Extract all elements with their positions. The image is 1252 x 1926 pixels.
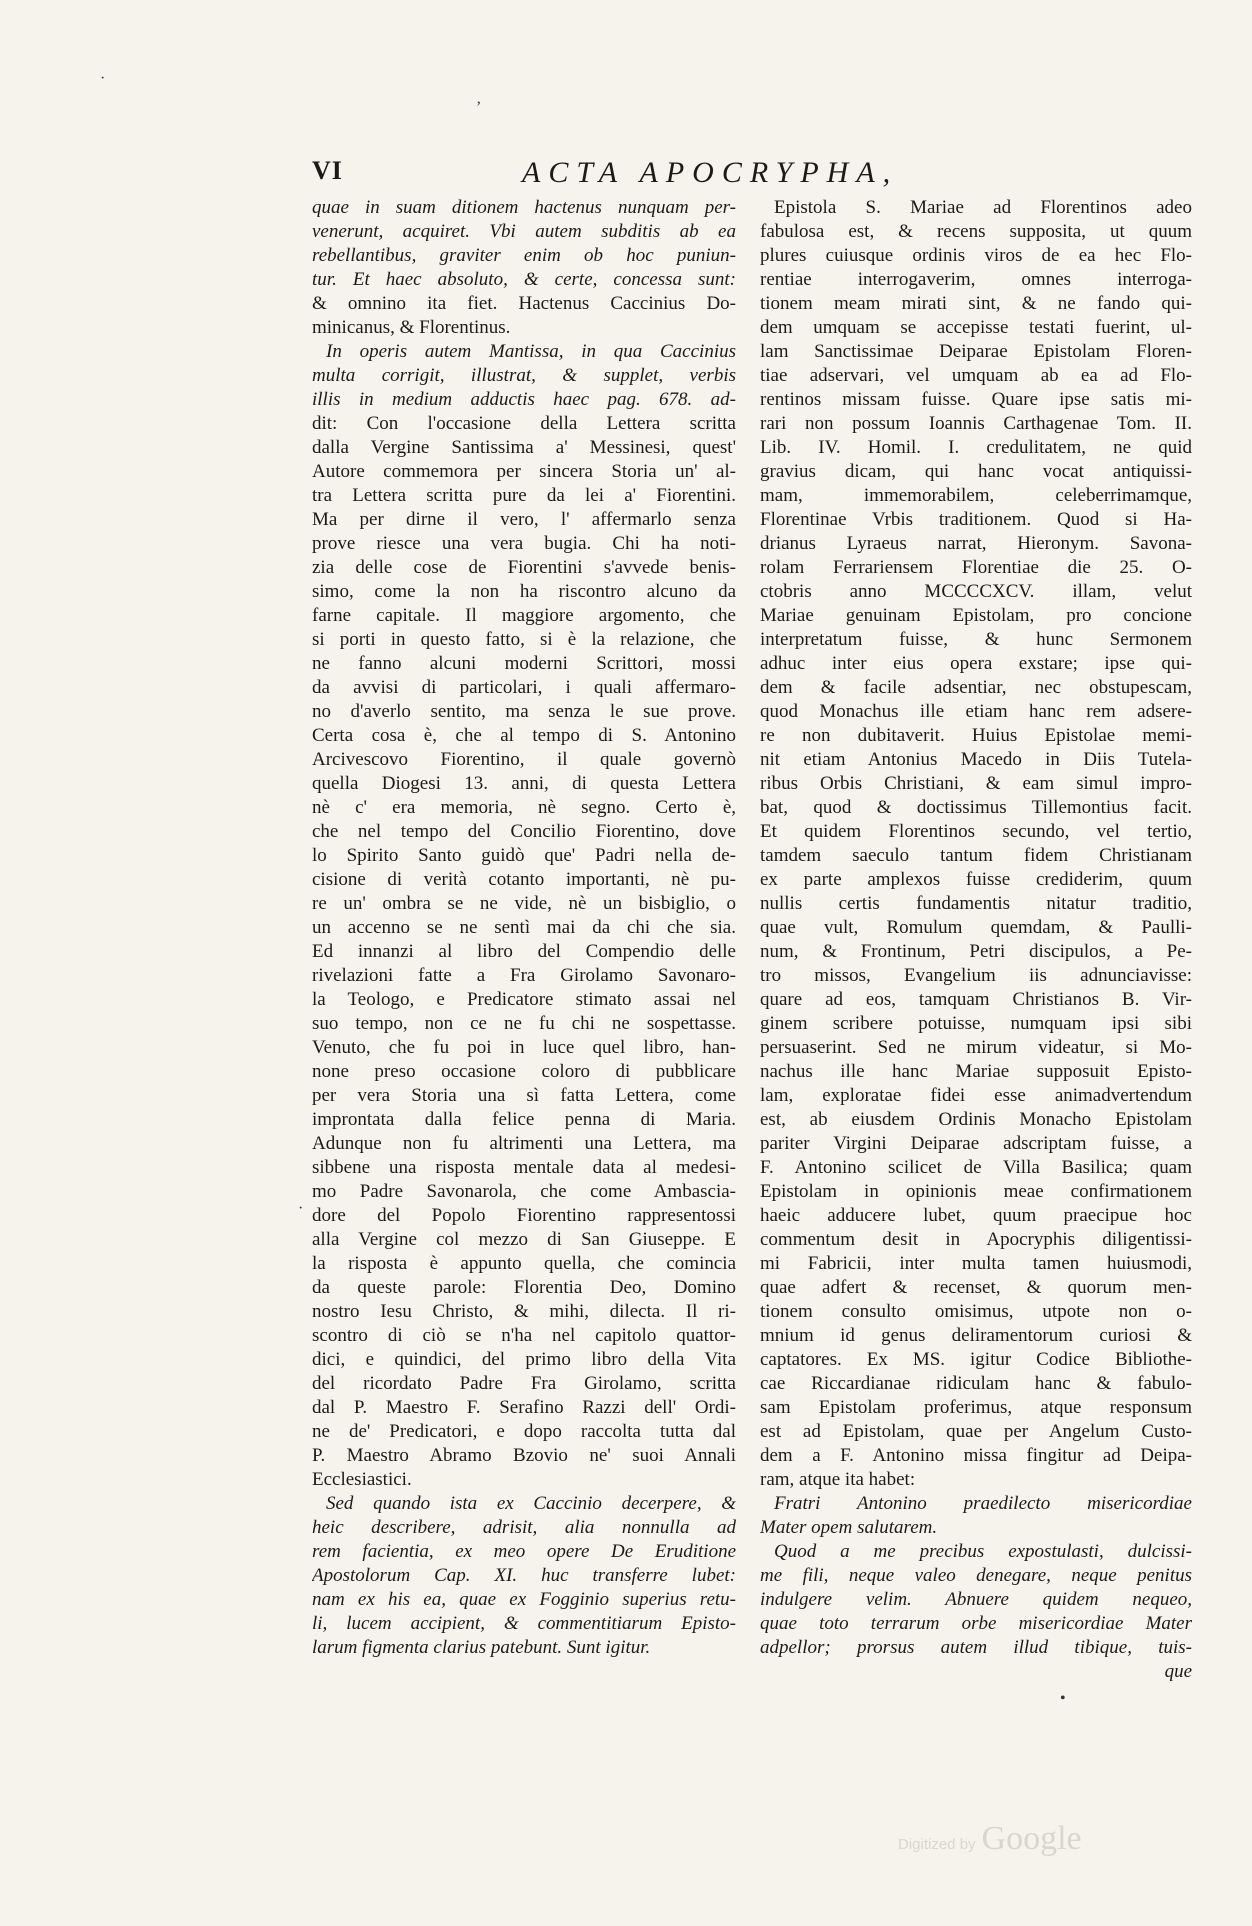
text-line: Epistolam in opinionis meae confirmationem — [760, 1181, 1192, 1202]
text-line: bat, quod & doctissimus Tillemontius facit. — [760, 797, 1192, 818]
text-line: improntata dalla felice penna di Maria. — [312, 1109, 736, 1130]
text-line: dalla Vergine Santissima a' Messinesi, quest' — [312, 437, 736, 458]
text-line: suo tempo, non ce ne fu chi ne sospettasse. — [312, 1013, 736, 1034]
text-line: scontro di ciò se n'ha nel capitolo quattor- — [312, 1325, 736, 1346]
text-line: rentiae interrogaverim, omnes interroga- — [760, 269, 1192, 290]
text-line: tra Lettera scritta pure da lei a' Fiorentini. — [312, 485, 736, 506]
text-line: fabulosa est, & recens supposita, ut quum — [760, 221, 1192, 242]
text-line: est, ab eiusdem Ordinis Monacho Epistolam — [760, 1109, 1192, 1130]
text-line: ne fanno alcuni moderni Scrittori, mossi — [312, 653, 736, 674]
text-line: Ecclesiastici. — [312, 1469, 412, 1490]
running-title: ACTA APOCRYPHA, — [522, 156, 899, 189]
text-line: me fili, neque valeo denegare, neque penitus — [760, 1565, 1192, 1586]
text-line: ne de' Predicatori, e dopo raccolta tutta dal — [312, 1421, 736, 1442]
right-text-column — [760, 196, 1192, 1684]
text-line: sibbene una risposta mentale data al medesi- — [312, 1157, 736, 1178]
text-line: & omnino ita fiet. Hactenus Caccinius Do- — [312, 293, 736, 314]
text-line: Quod a me precibus expostulasti, dulcissi- — [774, 1541, 1192, 1562]
text-line: quae in suam ditionem hactenus nunquam per- — [312, 197, 736, 218]
text-line: simo, come la non ha riscontro alcuno da — [312, 581, 736, 602]
text-line: illis in medium adductis haec pag. 678. ad- — [312, 389, 736, 410]
digitization-watermark — [898, 1820, 1082, 1858]
text-line: Apostolorum Cap. XI. huc transferre lubet: — [312, 1565, 736, 1586]
text-line: Arcivescovo Fiorentino, il quale governò — [312, 749, 736, 770]
text-line: rari non possum Ioannis Carthagenae Tom. II. — [760, 413, 1192, 434]
text-line: re non dubitaverit. Huius Epistolae memi- — [760, 725, 1192, 746]
text-line: minicanus, & Florentinus. — [312, 317, 511, 338]
text-line: si porti in questo fatto, si è la relazione, che — [312, 629, 736, 650]
speck-mark: · — [100, 70, 106, 87]
text-line: rebellantibus, graviter enim ob hoc puniun- — [312, 245, 736, 266]
text-line: Sed quando ista ex Caccinio decerpere, & — [326, 1493, 736, 1514]
text-line: Et quidem Florentinos secundo, vel tertio, — [760, 821, 1192, 842]
text-line: nè c' era memoria, nè segno. Certo è, — [312, 797, 736, 818]
text-line: venerunt, acquiret. Vbi autem subditis ab ea — [312, 221, 736, 242]
text-line: Venuto, che fu poi in luce quel libro, han- — [312, 1037, 736, 1058]
text-line: rolam Ferrariensem Florentiae die 25. O- — [760, 557, 1192, 578]
text-line: farne capitale. Il maggiore argomento, che — [312, 605, 736, 626]
text-line: nam ex his ea, quae ex Fogginio superius retu- — [312, 1589, 736, 1610]
text-line: Lib. IV. Homil. I. credulitatem, ne quid — [760, 437, 1192, 458]
text-line: un accenno se ne sentì mai da chi che sia. — [312, 917, 736, 938]
text-line: haeic adducere lubet, quum praecipue hoc — [760, 1205, 1192, 1226]
text-line: gravius dicam, qui hanc vocat antiquissi- — [760, 461, 1192, 482]
speck-mark: · — [298, 1200, 304, 1217]
text-line: est ad Epistolam, quae per Angelum Custo- — [760, 1421, 1192, 1442]
text-line: dore del Popolo Fiorentino rappresentossi — [312, 1205, 736, 1226]
text-line: que — [1164, 1661, 1192, 1682]
text-line: dit: Con l'occasione della Lettera scritta — [312, 413, 736, 434]
text-line: Ed innanzi al libro del Compendio delle — [312, 941, 736, 962]
text-line: pariter Virgini Deiparae adscriptam fuisse, a — [760, 1133, 1192, 1154]
text-line: quae adfert & recenset, & quorum men- — [760, 1277, 1192, 1298]
text-line: da avvisi di particolari, i quali affermaro- — [312, 677, 736, 698]
text-line: li, lucem accipient, & commentitiarum Episto- — [312, 1613, 736, 1634]
text-line: rivelazioni fatte a Fra Girolamo Savonaro- — [312, 965, 736, 986]
text-line: Ma per dirne il vero, l' affermarlo senza — [312, 509, 736, 530]
text-line: sam Epistolam proferimus, atque responsum — [760, 1397, 1192, 1418]
text-line: Epistola S. Mariae ad Florentinos adeo — [774, 197, 1192, 218]
text-line: none preso occasione coloro di pubblicare — [312, 1061, 736, 1082]
text-line: quare ad eos, tamquam Christianos B. Vir- — [760, 989, 1192, 1010]
text-line: Mater opem salutarem. — [760, 1517, 938, 1538]
text-line: Florentinae Vrbis traditionem. Quod si Ha- — [760, 509, 1192, 530]
text-line: Adunque non fu altrimenti una Lettera, ma — [312, 1133, 736, 1154]
text-line: quod Monachus ille etiam hanc rem adsere- — [760, 701, 1192, 722]
text-line: nachus ille hanc Mariae supposuit Episto- — [760, 1061, 1192, 1082]
text-line: ex parte amplexos fuisse crediderim, quum — [760, 869, 1192, 890]
text-line: Fratri Antonino praedilecto misericordiae — [774, 1493, 1192, 1514]
text-line: dal P. Maestro F. Serafino Razzi dell' Ordi- — [312, 1397, 736, 1418]
text-line: lam Sanctissimae Deiparae Epistolam Floren- — [760, 341, 1192, 362]
text-line: larum figmenta clarius patebunt. Sunt igitur. — [312, 1637, 651, 1658]
text-line: num, & Frontinum, Petri discipulos, a Pe- — [760, 941, 1192, 962]
text-line: dem a F. Antonino missa fingitur ad Deipa- — [760, 1445, 1192, 1466]
text-line: dem & facile adsentiar, nec obstupescam, — [760, 677, 1192, 698]
text-line: drianus Lyraeus narrat, Hieronym. Savona- — [760, 533, 1192, 554]
text-line: nostro Iesu Christo, & mihi, dilecta. Il ri- — [312, 1301, 736, 1322]
text-line: zia delle cose de Fiorentini s'avvede benis- — [312, 557, 736, 578]
text-line: tro missos, Evangelium iis adnunciavisse: — [760, 965, 1192, 986]
text-line: quae toto terrarum orbe misericordiae Mater — [760, 1613, 1192, 1634]
text-line: rem facientia, ex meo opere De Eruditione — [312, 1541, 736, 1562]
text-line: mnium id genus deliramentorum curiosi & — [760, 1325, 1192, 1346]
text-line: tur. Et haec absoluto, & certe, concessa sunt: — [312, 269, 736, 290]
text-line: multa corrigit, illustrat, & supplet, verbis — [312, 365, 736, 386]
text-line: F. Antonino scilicet de Villa Basilica; quam — [760, 1157, 1192, 1178]
text-line: indulgere velim. Abnuere quidem nequeo, — [760, 1589, 1192, 1610]
text-line: ribus Orbis Christiani, & eam simul impro- — [760, 773, 1192, 794]
text-line: P. Maestro Abramo Bzovio ne' suoi Annali — [312, 1445, 736, 1466]
watermark-brand: Google — [981, 1820, 1082, 1857]
text-line: cisione di verità cotanto importanti, nè pu- — [312, 869, 736, 890]
text-line: interpretatum fuisse, & hunc Sermonem — [760, 629, 1192, 650]
text-line: rentinos missam fuisse. Quare ipse satis mi- — [760, 389, 1192, 410]
text-line: mam, immemorabilem, celeberrimamque, — [760, 485, 1192, 506]
text-line: la Teologo, e Predicatore stimato assai nel — [312, 989, 736, 1010]
text-line: Certa cosa è, che al tempo di S. Antonino — [312, 725, 736, 746]
text-line: quella Diogesi 13. anni, di questa Lettera — [312, 773, 736, 794]
text-line: lam, exploratae fidei esse animadvertendum — [760, 1085, 1192, 1106]
text-line: nullis certis fundamentis nitatur traditio, — [760, 893, 1192, 914]
text-line: persuaserint. Sed ne mirum videatur, si Mo- — [760, 1037, 1192, 1058]
text-line: mo Padre Savonarola, che come Ambascia- — [312, 1181, 736, 1202]
text-line: tamdem saeculo tantum fidem Christianam — [760, 845, 1192, 866]
text-line: quae vult, Romulum quemdam, & Paulli- — [760, 917, 1192, 938]
text-line: la risposta è appunto quella, che comincia — [312, 1253, 736, 1274]
text-line: re un' ombra se ne vide, nè un bisbiglio, o — [312, 893, 736, 914]
text-line: del ricordato Padre Fra Girolamo, scritta — [312, 1373, 736, 1394]
text-line: heic describere, adrisit, alia nonnulla ad — [312, 1517, 736, 1538]
speck-mark: ‚ — [476, 90, 482, 107]
text-line: ginem scribere potuisse, numquam ipsi sibi — [760, 1013, 1192, 1034]
text-line: tionem meam mirati sint, & ne fando qui- — [760, 293, 1192, 314]
text-line: ram, atque ita habet: — [760, 1469, 916, 1490]
text-line: no d'averlo sentito, ma senza le sue prove. — [312, 701, 736, 722]
page-header — [312, 156, 1192, 196]
text-line: dem umquam se accepisse testati fuerint, ul- — [760, 317, 1192, 338]
text-line: mi Fabricii, inter multa tamen huiusmodi, — [760, 1253, 1192, 1274]
text-line: prove riesce una vera bugia. Chi ha noti- — [312, 533, 736, 554]
text-line: cae Riccardianae ridiculam hanc & fabulo- — [760, 1373, 1192, 1394]
text-line: Mariae genuinam Epistolam, pro concione — [760, 605, 1192, 626]
text-line: ctobris anno MCCCCXCV. illam, velut — [760, 581, 1192, 602]
text-line: plures cuiusque ordinis viros de ea hec Flo- — [760, 245, 1192, 266]
text-line: adhuc inter eius opera exstare; ipse qui- — [760, 653, 1192, 674]
text-line: da queste parole: Florentia Deo, Domino — [312, 1277, 736, 1298]
text-line: Autore commemora per sincera Storia un' al- — [312, 461, 736, 482]
text-line: nit etiam Antonius Macedo in Diis Tutela- — [760, 749, 1192, 770]
text-line: lo Spirito Santo guidò que' Padri nella de- — [312, 845, 736, 866]
watermark-prefix: Digitized by — [898, 1836, 976, 1853]
speck-mark: • — [1060, 1690, 1066, 1707]
left-text-column — [312, 196, 736, 1660]
text-line: che nel tempo del Concilio Fiorentino, dove — [312, 821, 736, 842]
text-line: captatores. Ex MS. igitur Codice Bibliothe- — [760, 1349, 1192, 1370]
text-line: tiae adservari, vel umquam ab ea ad Flo- — [760, 365, 1192, 386]
text-line: In operis autem Mantissa, in qua Caccinius — [326, 341, 736, 362]
text-line: per vera Storia una sì fatta Lettera, come — [312, 1085, 736, 1106]
text-line: alla Vergine col mezzo di San Giuseppe. E — [312, 1229, 736, 1250]
text-line: dici, e quindici, del primo libro della Vita — [312, 1349, 736, 1370]
text-line: adpellor; prorsus autem illud tibique, tuis- — [760, 1637, 1192, 1658]
text-line: commentum desit in Apocryphis diligentissi- — [760, 1229, 1192, 1250]
folio-number: VI — [312, 156, 343, 185]
text-line: tionem consulto omisimus, utpote non o- — [760, 1301, 1192, 1322]
